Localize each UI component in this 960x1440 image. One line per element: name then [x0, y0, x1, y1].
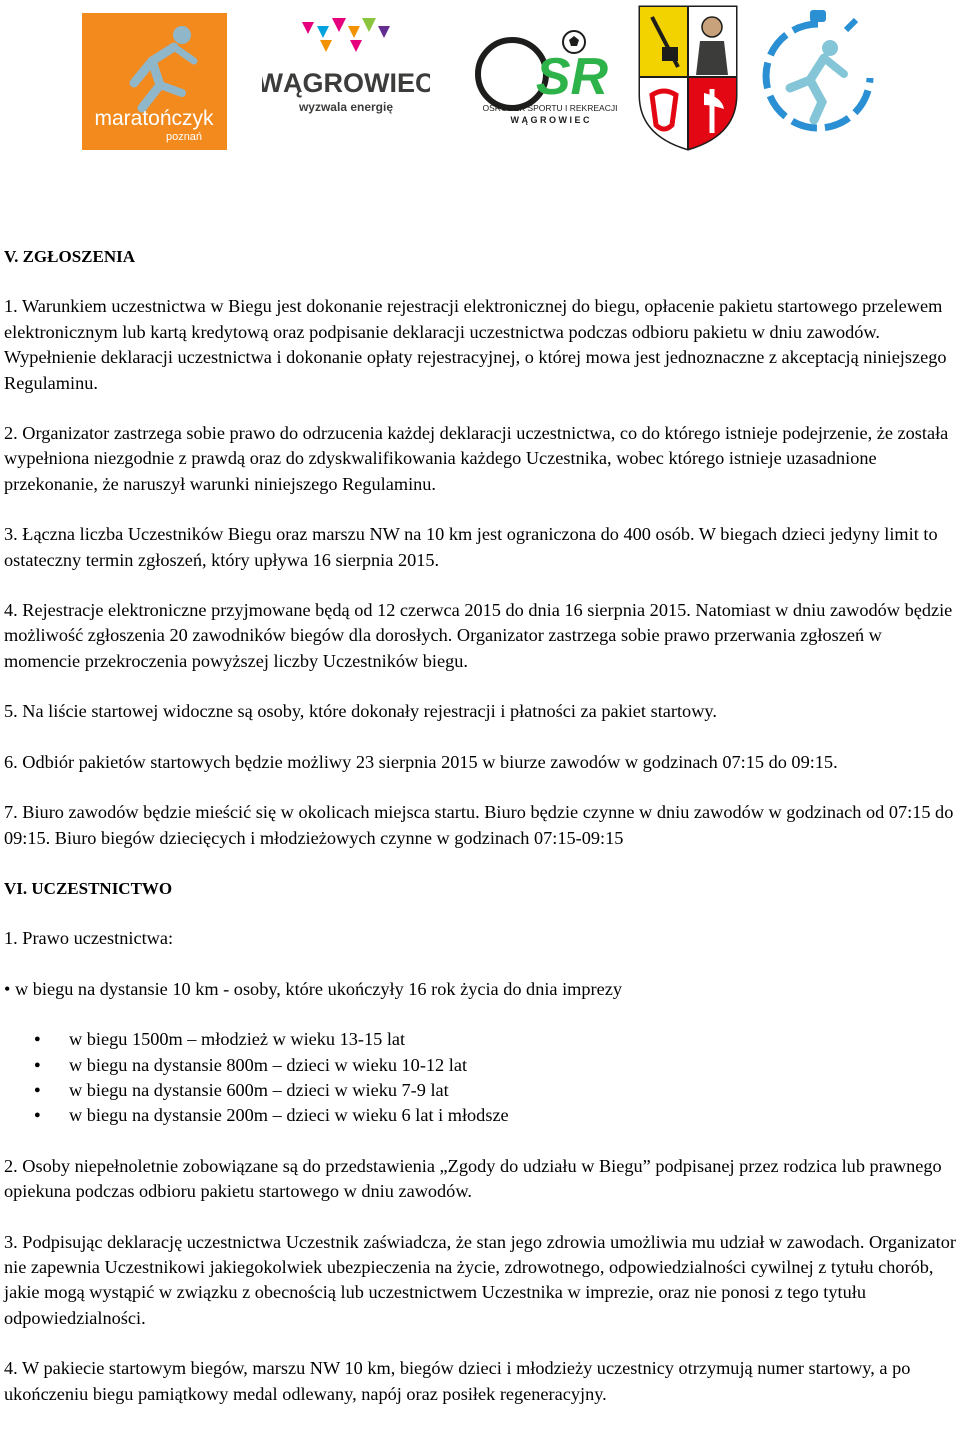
- paragraph: 1. Prawo uczestnictwa:: [4, 928, 174, 949]
- osir-line2: W Ą G R O W I E C: [510, 115, 590, 125]
- paragraph: 2. Osoby niepełnoletnie zobowiązane są do przedstawienia „Zgody do udziału w Biegu” podpisanej przez rodzica lub prawnego opiekuna podczas odbioru pakietu startowego w dniu zawodów.: [4, 1155, 942, 1202]
- paragraph: 2. Organizator zastrzega sobie prawo do odrzucenia każdej deklaracji uczestnictwa, co do którego istnieje podejrzenie, że została wypełniona niezgodnie z prawdą oraz do zdyskwalifikowania każdego Uczestnika, wobec którego istnieje uzasadnione przekonanie, że naruszył warunki niniejszego Regulaminu.: [4, 423, 949, 494]
- paragraph: 3. Podpisując deklarację uczestnictwa Uczestnik zaświadcza, że stan jego zdrowia umożliwia mu udział w zawodach. Organizator nie zapewnia Uczestnikowi jakiegokolwiek ubezpieczenia na życie, zdrowotnego, odpowiedzialności cywilnej z tytułu chorób, jakie mogą wystąpić w związku z obecnością lub uczestnictwem Uczestnika w imprezie, oraz nie ponosi z tego tytułu odpowiedzialności.: [4, 1231, 956, 1328]
- maratonczyk-city: poznań: [165, 131, 203, 143]
- osir-logo: [472, 28, 622, 128]
- section-heading-zgloszenia: V. ZGŁOSZENIA: [4, 247, 136, 266]
- document-body: [4, 244, 956, 1407]
- maratonczyk-logo: [82, 13, 227, 150]
- stopwatch-runner-logo: [758, 8, 878, 136]
- osir-letters: SR: [535, 48, 609, 106]
- section-heading-uczestnictwo: VI. UCZESTNICTWO: [4, 878, 173, 898]
- list-item: ● w biegu na dystansie 600m – dzieci w wieku 7-9 lat: [4, 1078, 956, 1103]
- coat-of-arms-logo: [638, 5, 738, 151]
- paragraph: 4. W pakiecie startowym biegów, marszu NW 10 km, biegów dzieci i młodzieży uczestnicy otrzymują numer startowy, a po ukończeniu biegu pamiątkowy medal odlewany, napój oraz posiłek regeneracyjny.: [4, 1358, 911, 1404]
- wagrowiec-title: WĄGROWIEC: [262, 68, 430, 98]
- osir-line1: OŚRODEK SPORTU I REKREACJI: [482, 103, 618, 113]
- paragraph: 4. Rejestracje elektroniczne przyjmowane będą od 12 czerwca 2015 do dnia 16 sierpnia 2015. Natomiast w dniu zawodów będzie możliwość zgłoszenia 20 zawodników biegów dla dorosłych. Organizator zastrzega sobie prawo przerwania zgłoszeń w momencie przekroczenia powyższej liczby Uczestników biegu.: [4, 600, 953, 671]
- paragraph: 1. Warunkiem uczestnictwa w Biegu jest dokonanie rejestracji elektronicznej do biegu, opłacenie pakietu startowego przelewem elektronicznym lub kartą kredytową oraz podpisanie deklaracji uczestnictwa podczas odbioru pakietu w dniu zawodów. Wypełnienie deklaracji uczestnictwa i dokonanie opłaty rejestracyjnej, o której mowa jest jednoznaczne z akceptacją niniejszego Regulaminu.: [4, 296, 947, 393]
- paragraph: 3. Łączna liczba Uczestników Biegu oraz marszu NW na 10 km jest ograniczona do 400 osób. W biegach dzieci jedyny limit to ostateczny termin zgłoszeń, który upływa 16 sierpnia 2015.: [4, 524, 938, 570]
- wagrowiec-tagline: wyzwala energię: [298, 100, 394, 114]
- wagrowiec-logo: [262, 12, 430, 122]
- logo-bar: [0, 0, 960, 160]
- list-item: ● w biegu 1500m – młodzież w wieku 13-15 lat: [4, 1027, 956, 1052]
- paragraph: 6. Odbiór pakietów startowych będzie możliwy 23 sierpnia 2015 w biurze zawodów w godzinach 07:15 do 09:15.: [4, 751, 838, 772]
- maratonczyk-text: maratończyk: [94, 107, 214, 130]
- paragraph: 7. Biuro zawodów będzie mieścić się w okolicach miejsca startu. Biuro będzie czynne w dniu zawodów w godzinach od 07:15 do 09:15. Biuro biegów dziecięcych i młodzieżowych czynne w godzinach 07:15-09:15: [4, 802, 954, 848]
- distance-list: [4, 1027, 956, 1129]
- paragraph: 5. Na liście startowej widoczne są osoby, które dokonały rejestracji i płatności za pakiet startowy.: [4, 701, 717, 722]
- list-item: ● w biegu na dystansie 200m – dzieci w wieku 6 lat i młodsze: [4, 1103, 956, 1128]
- list-item: ● w biegu na dystansie 800m – dzieci w wieku 10-12 lat: [4, 1053, 956, 1078]
- paragraph: • w biegu na dystansie 10 km - osoby, które ukończyły 16 rok życia do dnia imprezy: [4, 978, 623, 999]
